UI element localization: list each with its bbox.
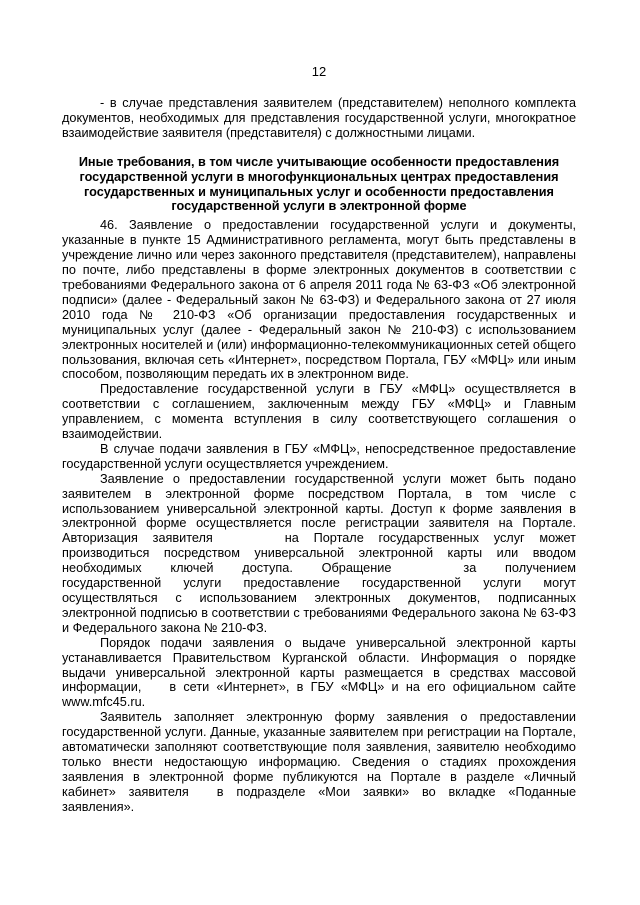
card-text-1: Порядок подачи заявления о выдаче универсальной электронной карты устанавливается Правительством Курганской области. Информация о порядке выдачи универсальной электронной карты размещается в средствах массовой информации, xyxy=(62,635,576,695)
section-heading: Иные требования, в том числе учитывающие особенности предоставления государственной услуги в многофункциональных центрах предоставления государственных и муниципальных услуг и особенности предоставления государственной услуги в электронной форме xyxy=(78,154,560,214)
paragraph-mfc-agreement: Предоставление государственной услуги в ГБУ «МФЦ» осуществляется в соответствии с соглашением, заключенным между ГБУ «МФЦ» и Главным управлением, с момента вступления в силу соответствующего соглашения о взаимодействии. xyxy=(62,382,576,442)
intro-paragraph: - в случае представления заявителем (представителем) неполного комплекта документов, необходимых для представления государственной услуги, многократное взаимодействие заявителя (представителя) с должностными лицами. xyxy=(62,96,576,140)
paragraph-mfc-filing: В случае подачи заявления в ГБУ «МФЦ», непосредственное предоставление государственной услуги осуществляется учреждением. xyxy=(62,441,576,471)
page-number: 12 xyxy=(311,64,327,79)
paragraph-portal xyxy=(62,472,576,636)
portal-text-1: Заявление о предоставлении государственной услуги может быть подано заявителем в электронной форме посредством Портала, в том числе с использованием универсальной электронной карты. Доступ к форме заявления в электронной форме осуществляется после регистрации заявителя на Портале. Авторизация заявителя xyxy=(62,471,576,546)
portal-text-3: за получением государственной услуги предоставление государственной услуги могут осуществляться с использованием электронных документов, подписанных электронной подписью в соответствии с требованиями Федерального закона № 63-ФЗ и Федерального закона № 210-ФЗ. xyxy=(62,561,576,635)
form-text-2: в подразделе «Мои заявки» во вкладке «Поданные заявления». xyxy=(62,784,576,814)
paragraph-46: 46. Заявление о предоставлении государственной услуги и документы, указанные в пункте 15 Административного регламента, могут быть представлены в учреждение лично или через законного представителя (представителем), направлены по почте, либо представлены в форме электронных документов в соответствии с требованиями Федерального закона от 6 апреля 2011 года № 63-ФЗ «Об электронной подписи» (далее - Федеральный закон № 63-ФЗ) и Федерального закона от 27 июля 2010 года № 210-ФЗ «Об организации предоставления государственных и муниципальных услуг (далее - Федеральный закон № 210-ФЗ) с использованием электронных носителей и (или) информационно-телекоммуникационных сетей общего пользования, включая сеть «Интернет», посредством Портала, ГБУ «МФЦ» или иным способом, позволяющим передать их в электронном виде. xyxy=(62,218,576,382)
paragraph-card xyxy=(62,636,576,711)
paragraph-electronic-form xyxy=(62,710,576,814)
form-text-1: Заявитель заполняет электронную форму заявления о предоставлении государственной услуги. Данные, указанные заявителем при регистрации на Портале, автоматически заполняют соответствующие поля заявления, заявителю необходимо только внести недостающую информацию. Сведения о стадиях прохождения заявления в электронной форме публикуются на Портале в разделе «Личный кабинет» заявителя xyxy=(62,710,576,799)
card-text-2: в сети «Интернет», в ГБУ «МФЦ» и на его официальном сайте www.mfc45.ru. xyxy=(62,680,576,710)
portal-text-2: на Портале государственных услуг может производиться посредством универсальной электронной карты или вводом необходимых ключей доступа. Обращение xyxy=(62,531,576,576)
